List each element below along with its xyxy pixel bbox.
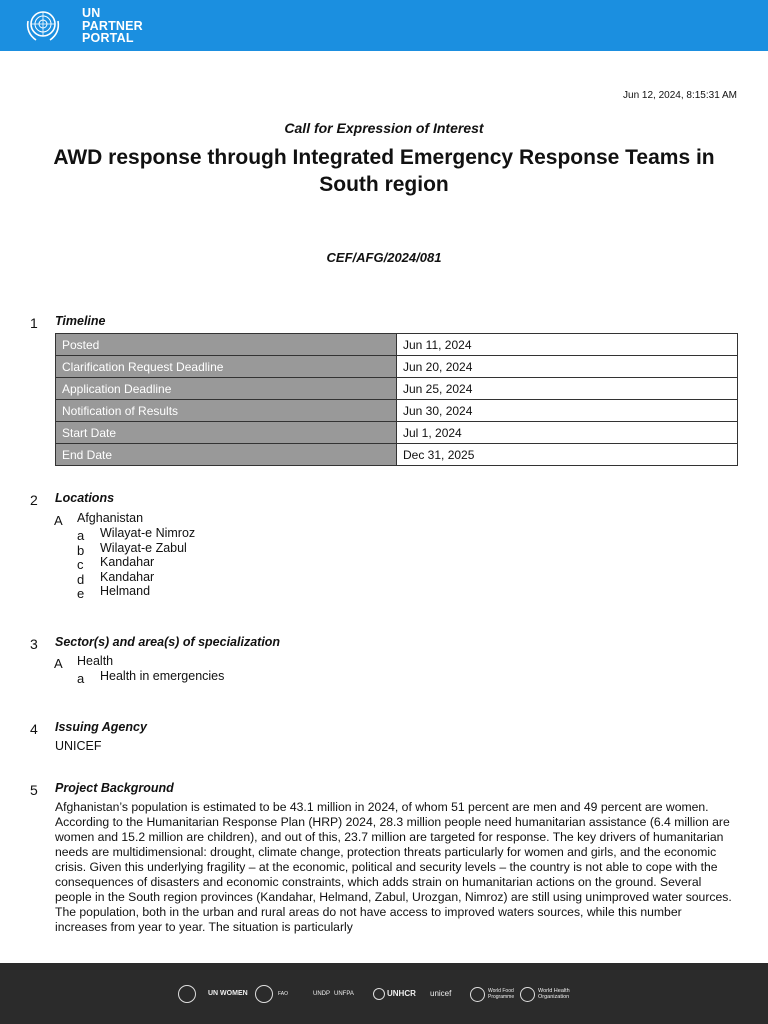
- section-heading-agency: Issuing Agency: [55, 720, 147, 734]
- brand-line-2: PARTNER: [82, 18, 143, 33]
- section-heading-sectors: Sector(s) and area(s) of specialization: [55, 635, 281, 649]
- timeline-row: [56, 444, 738, 466]
- document-subtitle: Call for Expression of Interest: [284, 120, 484, 136]
- document-title: AWD response through Integrated Emergency Response Teams in South region: [53, 146, 715, 196]
- sector-name: Health: [77, 654, 114, 668]
- unicef-logo: unicef: [430, 989, 452, 998]
- area-letter: a: [77, 671, 85, 686]
- unhcr-icon: [373, 983, 388, 1005]
- un-emblem-icon: [178, 985, 196, 1003]
- timeline-label: Notification of Results: [56, 400, 397, 422]
- timeline-row: [56, 378, 738, 400]
- section-heading-timeline: Timeline: [55, 314, 106, 328]
- country-name: Afghanistan: [77, 511, 144, 525]
- location-letter: a: [77, 528, 85, 543]
- area-name: Health in emergencies: [100, 669, 225, 683]
- location-item: Helmand: [100, 584, 151, 599]
- reference-number: CEF/AFG/2024/081: [326, 250, 442, 265]
- section-heading-background: Project Background: [55, 781, 174, 795]
- timeline-label: End Date: [56, 444, 397, 466]
- timeline-value: Jun 11, 2024: [397, 334, 738, 356]
- timeline-row: [56, 422, 738, 444]
- location-letter: c: [77, 557, 84, 573]
- fao-text: FAO: [278, 991, 289, 997]
- location-letter: e: [77, 586, 85, 602]
- timeline-value: Jul 1, 2024: [397, 422, 738, 444]
- fao-logo: [255, 983, 276, 1005]
- timeline-value: Dec 31, 2025: [397, 444, 738, 466]
- un-women-logo: UN WOMEN: [208, 990, 248, 997]
- background-paragraph: Afghanistan’s population is estimated to be 43.1 million in 2024, of whom 51 percent are men and 49 percent are women. According to the Humanitarian Response Plan (HRP) 2024, 28.3 million people need humanitarian assistance (6.4 million are women and 15.2 million are children), and out of this, 23.7 million are targeted for response. The key drivers of humanitarian needs are multidimensional: drought, climate change, protection threats particularly for women and girls, and the economic crisis. Given this underlying fragility – at the economic, political and security levels – the country is not able to cope with the consequences of disasters and economic constraints, which adds strain on humanitarian actions on the ground. Several people in the South region provinces (Kandahar, Helmand, Zabul, Urozgan, Nimroz) are still using unimproved water sources. The population, both in the urban and rural areas do not have access to improved waters sources, while this number increases from year to year. The situation is particularly: [55, 800, 732, 934]
- section-number-sectors: 3: [30, 636, 38, 652]
- section-number-locations: 2: [30, 492, 38, 508]
- section-heading-locations: Locations: [55, 491, 115, 505]
- timeline-value: Jun 20, 2024: [397, 356, 738, 378]
- timeline-row: [56, 334, 738, 356]
- location-item: Wilayat-e Zabul: [100, 540, 187, 555]
- location-item: Kandahar: [100, 569, 155, 584]
- unfpa-logo: UNFPA: [334, 991, 354, 997]
- agency-value: UNICEF: [55, 739, 102, 753]
- location-letter: d: [77, 571, 85, 587]
- timeline-row: [56, 400, 738, 422]
- timeline-value: Jun 25, 2024: [397, 378, 738, 400]
- who-emblem-icon: [520, 987, 535, 1002]
- timeline-table: [55, 333, 738, 466]
- section-number-background: 5: [30, 782, 38, 798]
- brand-line-1: UN: [82, 6, 101, 20]
- section-number-timeline: 1: [30, 315, 38, 331]
- undp-logo: UNDP: [313, 991, 331, 997]
- unhcr-emblem-icon: [373, 988, 385, 1000]
- un-emblem-icon: [24, 7, 62, 45]
- section-number-agency: 4: [30, 721, 38, 737]
- portal-header: [0, 0, 768, 51]
- sector-letter: A: [54, 656, 63, 671]
- brand-line-3: PORTAL: [82, 31, 134, 45]
- portal-brand[interactable]: [82, 7, 143, 45]
- partner-logos-footer: [0, 963, 768, 1024]
- timeline-value: Jun 30, 2024: [397, 400, 738, 422]
- who-logo: World Health Organization: [538, 987, 570, 1000]
- unhcr-logo: UNHCR: [387, 989, 416, 998]
- country-letter: A: [54, 513, 63, 528]
- location-item: Kandahar: [100, 555, 155, 570]
- wfp-logo: World Food Programme: [488, 988, 515, 1000]
- who-icon: [520, 983, 538, 1005]
- timeline-row: [56, 356, 738, 378]
- timeline-label: Posted: [56, 334, 397, 356]
- un-footer-logo: [178, 983, 199, 1005]
- timeline-label: Application Deadline: [56, 378, 397, 400]
- wfp-icon: [470, 983, 488, 1005]
- wfp-emblem-icon: [470, 987, 485, 1002]
- location-letter: b: [77, 542, 85, 558]
- print-timestamp: Jun 12, 2024, 8:15:31 AM: [623, 90, 737, 101]
- timeline-label: Clarification Request Deadline: [56, 356, 397, 378]
- location-item: Wilayat-e Nimroz: [100, 526, 196, 540]
- timeline-label: Start Date: [56, 422, 397, 444]
- fao-emblem-icon: [255, 985, 273, 1003]
